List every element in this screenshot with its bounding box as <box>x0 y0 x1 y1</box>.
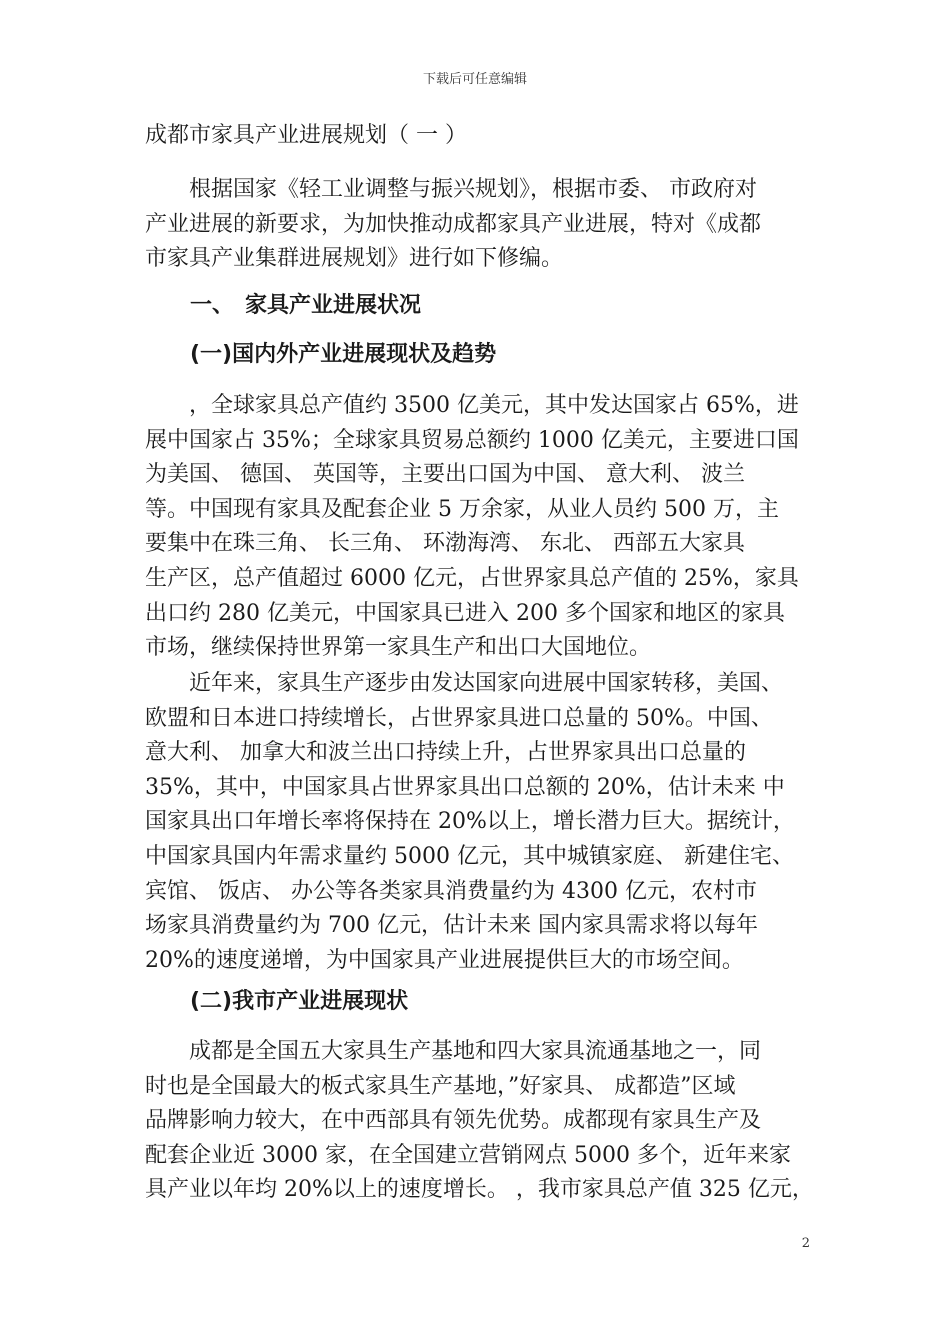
paragraph-line: 要集中在珠三角、 长三角、 环渤海湾、 东北、 西部五大家具 <box>145 531 745 557</box>
section-heading: 一、 家具产业进展状况 <box>190 293 422 318</box>
paragraph-line: 根据国家《轻工业调整与振兴规划》，根据市委、 市政府对 <box>145 177 757 202</box>
paragraph-line: 市场，继续保持世界第一家具生产和出口大国地位。 <box>145 635 652 661</box>
paragraph-line: 配套企业近 3000 家，在全国建立营销网点 5000 多个，近年来家 <box>145 1142 791 1168</box>
subsection-heading: (二)我市产业进展现状 <box>190 989 409 1014</box>
subsection-heading: (一)国内外产业进展现状及趋势 <box>190 342 497 367</box>
paragraph-line: 国家具出口年增长率将保持在 20%以上，增长潜力巨大。据统计， <box>145 809 795 835</box>
paragraph-line: ，全球家具总产值约 3500 亿美元，其中发达国家占 65%，进 <box>145 393 799 418</box>
paragraph-line: 意大利、 加拿大和波兰出口持续上升，占世界家具出口总量的 <box>145 740 746 766</box>
paragraph-trends <box>145 667 815 978</box>
paragraph-line: 近年来，家具生产逐步由发达国家向进展中国家转移，美国、 <box>145 671 784 696</box>
paragraph-line: 时也是全国最大的板式家具生产基地，”好家具、 成都造”区域 <box>145 1073 736 1099</box>
paragraph-line: 展中国家占 35%；全球家具贸易总额约 1000 亿美元，主要进口国 <box>145 427 799 453</box>
paragraph-line: 市家具产业集群进展规划》进行如下修编。 <box>145 246 564 272</box>
paragraph-line: 等。中国现有家具及配套企业 5 万余家，从业人员约 500 万，主 <box>145 496 779 522</box>
paragraph-line: 中国家具国内年需求量约 5000 亿元，其中城镇家庭、 新建住宅、 <box>145 843 794 869</box>
header-note: 下载后可任意编辑 <box>422 72 527 87</box>
paragraph-line: 品牌影响力较大，在中西部具有领先优势。成都现有家具生产及 <box>145 1108 762 1134</box>
paragraph-line: 为美国、 德国、 英国等，主要出口国为中国、 意大利、 波兰 <box>145 462 745 488</box>
paragraph-local-status <box>145 1035 815 1208</box>
page-number: 2 <box>801 1236 810 1251</box>
paragraph-line: 成都是全国五大家具生产基地和四大家具流通基地之一，同 <box>145 1039 762 1064</box>
paragraph-line: 欧盟和日本进口持续增长，占世界家具进口总量的 50%。中国、 <box>145 705 773 731</box>
paragraph-line: 生产区，总产值超过 6000 亿元，占世界家具总产值的 25%，家具 <box>145 565 799 591</box>
paragraph-line: 场家具消费量约为 700 亿元，估计未来 国内家具需求将以每年 <box>145 913 758 939</box>
document-title: 成都市家具产业进展规划（ 一 ） <box>145 123 467 148</box>
paragraph-line: 宾馆、 饭店、 办公等各类家具消费量约为 4300 亿元，农村市 <box>145 878 757 904</box>
paragraph-line: 出口约 280 亿美元，中国家具已进入 200 多个国家和地区的家具 <box>145 600 785 626</box>
paragraph-line: 20%的速度递增，为中国家具产业进展提供巨大的市场空间。 <box>145 947 744 973</box>
intro-paragraph <box>145 173 815 277</box>
paragraph-line: 产业进展的新要求，为加快推动成都家具产业进展，特对《成都 <box>145 211 762 237</box>
paragraph-line: 35%，其中，中国家具占世界家具出口总额的 20%，估计未来 中 <box>145 774 785 800</box>
paragraph-global-status <box>145 389 815 666</box>
paragraph-line: 具产业以年均 20%以上的速度增长。 ，我市家具总产值 325 亿元， <box>145 1177 814 1203</box>
